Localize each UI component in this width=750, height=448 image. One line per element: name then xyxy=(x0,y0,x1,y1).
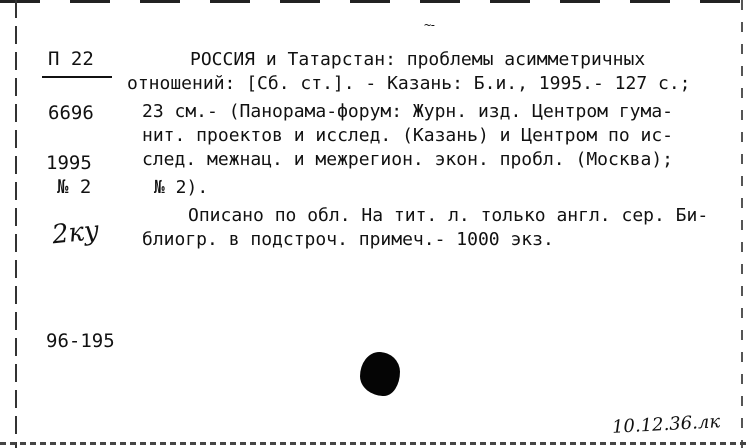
entry-line: след. межнац. и межрегион. экон. пробл. (Москва); xyxy=(142,149,674,170)
entry-line: блиогр. в подстроч. примеч.- 1000 экз. xyxy=(142,229,554,250)
entry-line: нит. проектов и исслед. (Казань) и Центром по ис- xyxy=(142,125,674,146)
entry-line: Описано по обл. На тит. л. только англ. сер. Би- xyxy=(188,205,709,226)
shelf-mark-underline xyxy=(42,76,112,78)
left-margin-rule xyxy=(15,0,17,448)
entry-line: 23 см.- (Панорама-форум: Журн. изд. Центром гума- xyxy=(142,101,674,122)
bottom-border xyxy=(0,442,750,445)
inventory-number: 6696 xyxy=(48,102,94,124)
handwritten-date: 10.12.36.лк xyxy=(611,411,721,438)
ink-blot xyxy=(360,352,400,396)
handwritten-note: 2ку xyxy=(50,215,101,251)
top-border xyxy=(0,0,750,3)
entry-line: РОССИЯ и Татарстан: проблемы асимметричных xyxy=(190,49,646,70)
top-mark: ~- xyxy=(424,18,435,32)
year: 1995 xyxy=(46,152,92,174)
right-margin-rule xyxy=(741,0,743,448)
card-number: 96-195 xyxy=(46,330,115,352)
entry-line: отношений: [Сб. ст.]. - Казань: Б.и., 1995.- 127 с.; xyxy=(127,73,691,94)
issue-number: № 2 xyxy=(57,176,92,198)
shelf-mark: П 22 xyxy=(48,48,94,70)
entry-line: № 2). xyxy=(154,177,209,198)
